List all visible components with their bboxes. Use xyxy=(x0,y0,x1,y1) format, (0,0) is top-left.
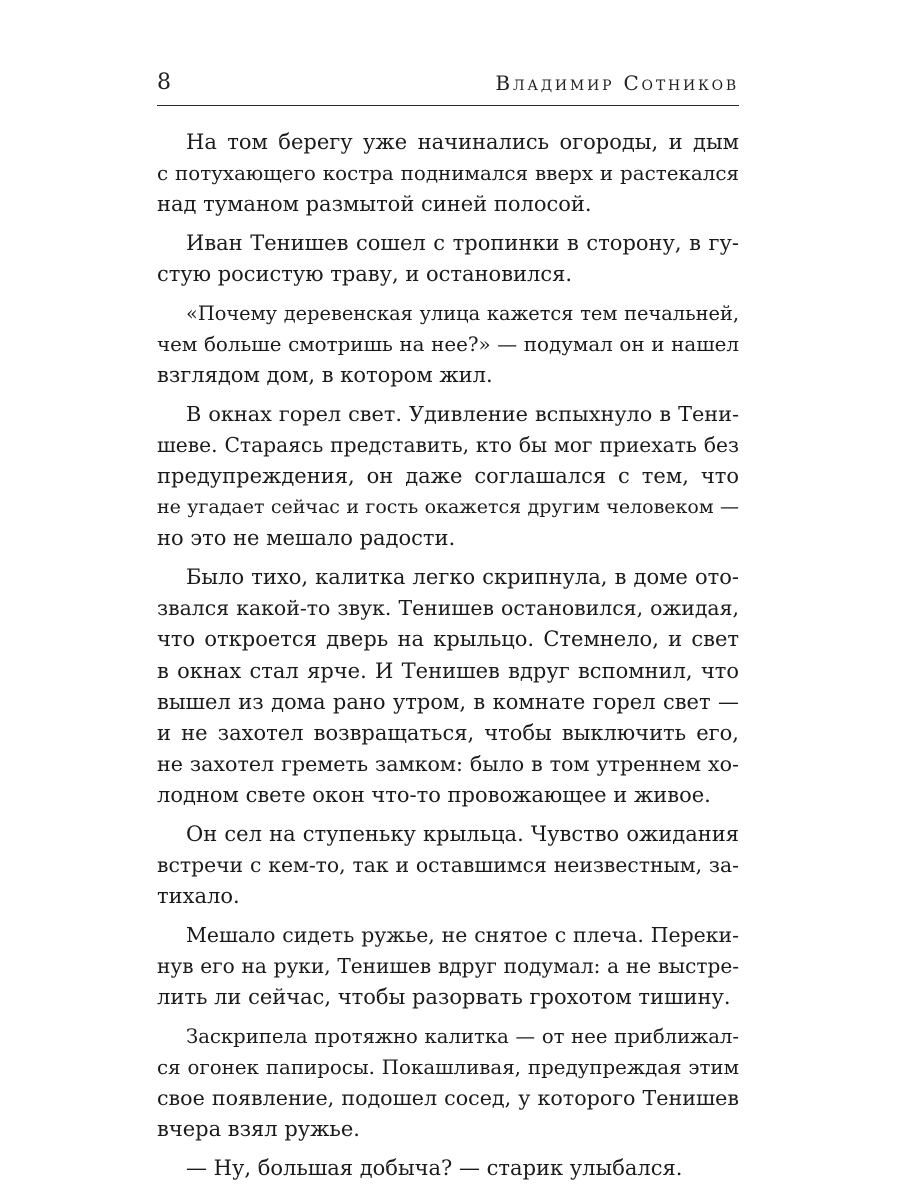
text-line: с потухающего костра поднимался вверх и растекался xyxy=(157,162,739,186)
text-line: встречи с кем-то, так и оставшимся неизвестным, за- xyxy=(157,853,739,878)
text-line: в окнах стал ярче. И Тенишев вдруг вспомнил, что xyxy=(157,658,739,683)
text-line: лить ли сейчас, чтобы разорвать грохотом тишину. xyxy=(157,985,731,1010)
text-line: В окнах горел свет. Удивление вспыхнуло в Тени- xyxy=(186,401,739,426)
text-line: шеве. Стараясь представить, кто бы мог приехать без xyxy=(157,432,739,457)
text-line: свое появление, подошел сосед, у которого Тенишев xyxy=(157,1086,739,1111)
body-text xyxy=(157,127,739,1192)
page-number: 8 xyxy=(157,70,171,95)
paragraph xyxy=(157,562,739,812)
text-line: над туманом размытой синей полосой. xyxy=(157,192,592,217)
text-line: Заскрипела протяжно калитка — от нее приближал- xyxy=(186,1024,739,1048)
text-line: Было тихо, калитка легко скрипнула, в доме ото- xyxy=(186,565,739,589)
text-line: не захотел греметь замком: было в том утреннем хо- xyxy=(157,752,739,777)
text-line: не угадает сейчас и гость окажется другим человеком — xyxy=(157,496,739,519)
running-head xyxy=(157,68,739,102)
text-line: но это не мешало радости. xyxy=(157,526,456,551)
paragraph xyxy=(157,399,739,555)
text-line: стую росистую траву, и остановился. xyxy=(157,262,573,287)
text-line: звался какой-то звук. Тенишев остановился, ожидая, xyxy=(157,596,739,621)
header-rule xyxy=(157,105,739,106)
paragraph xyxy=(157,298,739,392)
text-line: Мешало сидеть ружье, не снятое с плеча. Переки- xyxy=(186,922,739,947)
text-line: и не захотел возвращаться, чтобы выключить его, xyxy=(157,720,739,745)
author-name: Владимир Сотников xyxy=(495,71,739,95)
text-line: предупреждения, он даже соглашался с тем, что xyxy=(157,464,739,489)
text-line: вчера взял ружье. xyxy=(157,1117,360,1142)
text-line: взглядом дом, в котором жил. xyxy=(157,363,493,388)
text-line: тихало. xyxy=(157,884,240,909)
text-line: чем больше смотришь на нее?» — подумал он и нашел xyxy=(157,332,739,356)
text-line: — Ну, большая добыча? — старик улыбался. xyxy=(186,1155,683,1180)
paragraph xyxy=(157,819,739,913)
text-line: Он сел на ступеньку крыльца. Чувство ожидания xyxy=(186,821,739,846)
text-line: На том берегу уже начинались огороды, и дым xyxy=(186,130,739,154)
paragraph xyxy=(157,1021,739,1146)
text-line: ся огонек папиросы. Покашливая, предупреждая этим xyxy=(157,1055,739,1079)
text-line: вышел из дома рано утром, в комнате горел свет — xyxy=(157,689,739,714)
text-line: лодном свете окон что-то провожающее и живое. xyxy=(157,783,711,808)
text-line: нув его на руки, Тенишев вдруг подумал: а не выстре- xyxy=(157,954,739,979)
paragraph xyxy=(157,920,739,1014)
paragraph xyxy=(157,127,739,221)
text-line: Иван Тенишев сошел с тропинки в сторону, в гу- xyxy=(186,230,739,255)
text-line: что откроется дверь на крыльцо. Стемнело, и свет xyxy=(157,627,739,652)
paragraph xyxy=(157,228,739,290)
paragraph xyxy=(157,1153,739,1184)
text-line: «Почему деревенская улица кажется тем печальней, xyxy=(186,301,739,325)
